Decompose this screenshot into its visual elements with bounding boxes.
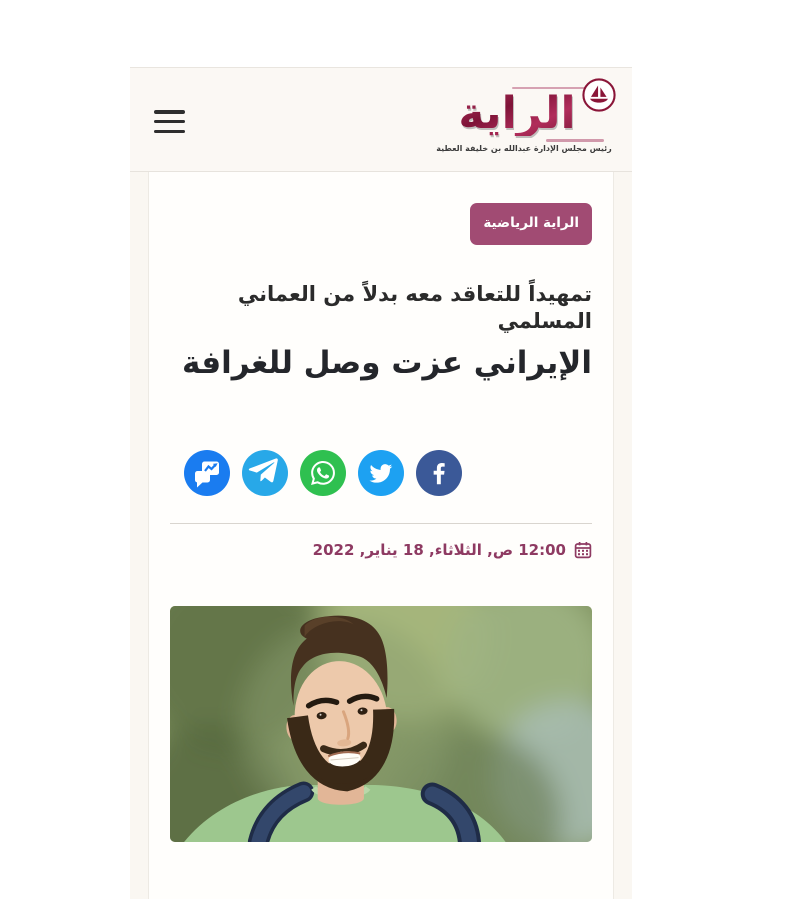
player-photo-illustration — [170, 606, 592, 842]
alraya-logo[interactable] — [434, 87, 614, 153]
article-title: الإيراني عزت وصل للغرافة — [182, 345, 592, 382]
site-header — [130, 68, 632, 172]
sailboat-icon — [582, 78, 616, 112]
hamburger-icon — [154, 130, 185, 134]
logo-wordmark: الراية — [434, 92, 614, 136]
share-twitter-button[interactable] — [358, 450, 404, 496]
menu-button[interactable] — [154, 110, 185, 133]
share-facebook-button[interactable] — [416, 450, 462, 496]
twitter-icon — [358, 450, 404, 496]
facebook-icon — [416, 450, 462, 496]
section-divider — [170, 523, 592, 524]
telegram-icon — [242, 450, 288, 496]
messenger-icon — [184, 450, 230, 496]
share-messenger-button[interactable] — [184, 450, 230, 496]
share-telegram-button[interactable] — [242, 450, 288, 496]
whatsapp-icon — [300, 450, 346, 496]
article-kicker: تمهيداً للتعاقد معه بدلاً من العماني المسلمي — [237, 281, 592, 333]
article-card — [148, 172, 614, 899]
logo-subline-decor — [546, 139, 604, 142]
share-whatsapp-button[interactable] — [300, 450, 346, 496]
article-photo — [170, 606, 592, 842]
publish-datetime: 12:00 ص, الثلاثاء, 18 يناير, 2022 — [312, 540, 566, 559]
category-badge[interactable]: الراية الرياضية — [470, 203, 592, 245]
logo-chairman-line: رئيس مجلس الإدارة عبدالله بن خليفة العطية — [436, 143, 612, 153]
calendar-icon — [574, 541, 592, 559]
hamburger-icon — [154, 120, 185, 124]
mobile-page — [130, 67, 632, 899]
share-buttons-row — [184, 450, 592, 496]
hamburger-icon — [154, 110, 185, 114]
article-meta — [170, 541, 592, 559]
